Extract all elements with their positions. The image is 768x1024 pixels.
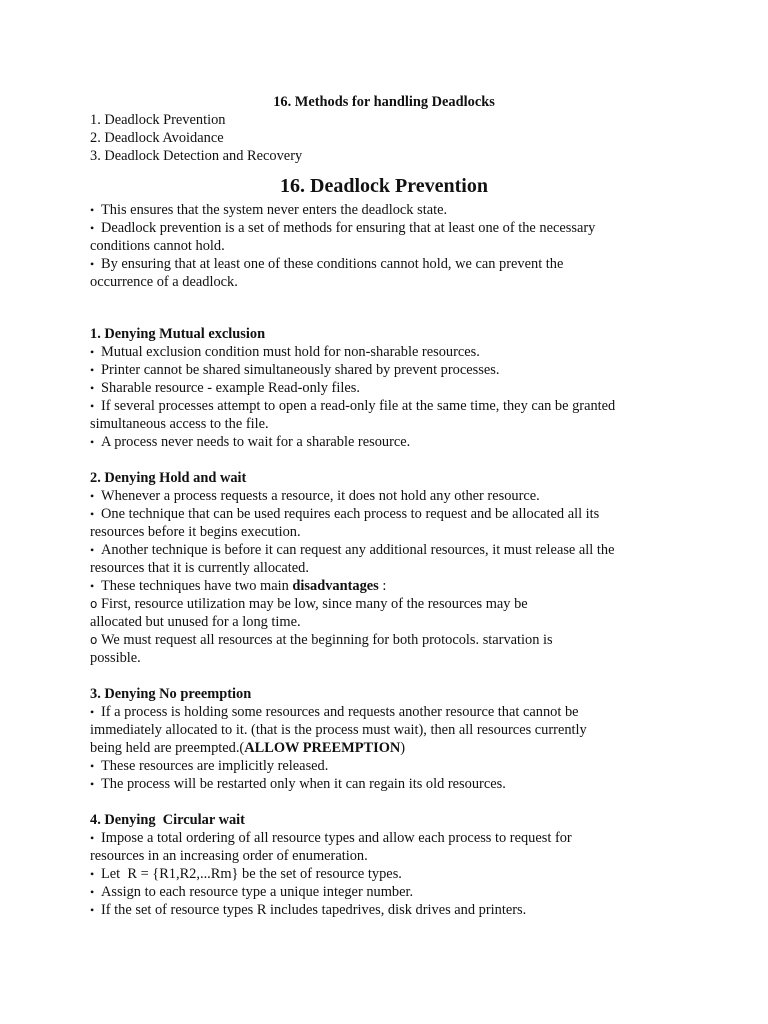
bullet-item: • Another technique is before it can request any additional resources, it must release all the [90, 542, 615, 558]
bullet-item: • Impose a total ordering of all resource types and allow each process to request for [90, 830, 572, 846]
bullet-item: • These resources are implicitly released. [90, 758, 329, 774]
text-line: resources before it begins execution. [90, 524, 301, 540]
circle-bullet-icon: o [90, 633, 98, 647]
bullet-item: • If the set of resource types R includes tapedrives, disk drives and printers. [90, 902, 527, 918]
subsection-heading: 2. Denying Hold and wait [90, 470, 247, 486]
bullet-icon: • [90, 489, 95, 503]
methods-item: 3. Deadlock Detection and Recovery [90, 148, 303, 164]
bullet-icon: • [90, 435, 95, 449]
text-line: immediately allocated to it. (that is the process must wait), then all resources currently [90, 722, 587, 738]
methods-item: 1. Deadlock Prevention [90, 112, 226, 128]
emphasis-text: disadvantages [292, 578, 379, 594]
section-title: 16. Deadlock Prevention [280, 175, 488, 197]
emphasis-text: ALLOW PREEMPTION [244, 740, 401, 756]
spacer [90, 291, 650, 325]
bullet-icon: • [90, 345, 95, 359]
text-line: resources in an increasing order of enumeration. [90, 848, 368, 864]
bullet-item: • The process will be restarted only when it can regain its old resources. [90, 776, 506, 792]
text-line: simultaneous access to the file. [90, 416, 269, 432]
bullet-item: • By ensuring that at least one of these conditions cannot hold, we can prevent the [90, 256, 564, 272]
bullet-icon: • [90, 363, 95, 377]
bullet-item: • Mutual exclusion condition must hold for non-sharable resources. [90, 344, 480, 360]
bullet-icon: • [90, 831, 95, 845]
spacer [90, 793, 650, 811]
methods-title: 16. Methods for handling Deadlocks [273, 94, 495, 110]
circle-bullet-icon: o [90, 597, 98, 611]
bullet-item: • Sharable resource - example Read-only files. [90, 380, 360, 396]
bullet-icon: • [90, 885, 95, 899]
bullet-icon: • [90, 399, 95, 413]
bullet-item: • Assign to each resource type a unique integer number. [90, 884, 414, 900]
text-line: allocated but unused for a long time. [90, 614, 301, 630]
bullet-item: • These techniques have two main disadvantages : [90, 578, 387, 594]
bullet-item: • Printer cannot be shared simultaneously shared by prevent processes. [90, 362, 500, 378]
document-page [90, 93, 650, 919]
circle-item: o We must request all resources at the beginning for both protocols. starvation is [90, 632, 553, 648]
bullet-item: • If several processes attempt to open a read-only file at the same time, they can be granted [90, 398, 616, 414]
bullet-item: • Let R = {R1,R2,...Rm} be the set of resource types. [90, 866, 402, 882]
bullet-item: • If a process is holding some resources and requests another resource that cannot be [90, 704, 579, 720]
methods-item: 2. Deadlock Avoidance [90, 130, 224, 146]
bullet-item: • Whenever a process requests a resource, it does not hold any other resource. [90, 488, 540, 504]
bullet-item: • This ensures that the system never enters the deadlock state. [90, 202, 448, 218]
bullet-icon: • [90, 203, 95, 217]
bullet-icon: • [90, 543, 95, 557]
bullet-icon: • [90, 221, 95, 235]
bullet-icon: • [90, 381, 95, 395]
text-line: being held are preempted.(ALLOW PREEMPTION) [90, 740, 406, 756]
bullet-item: • One technique that can be used requires each process to request and be allocated all its [90, 506, 600, 522]
bullet-icon: • [90, 257, 95, 271]
subsection-heading: 4. Denying Circular wait [90, 812, 245, 828]
bullet-item: • Deadlock prevention is a set of methods for ensuring that at least one of the necessary [90, 220, 596, 236]
circle-item: o First, resource utilization may be low, since many of the resources may be [90, 596, 528, 612]
text-line: possible. [90, 650, 141, 666]
bullet-icon: • [90, 579, 95, 593]
bullet-icon: • [90, 903, 95, 917]
bullet-icon: • [90, 759, 95, 773]
text-line: conditions cannot hold. [90, 238, 225, 254]
text-line: resources that it is currently allocated. [90, 560, 309, 576]
subsection-heading: 3. Denying No preemption [90, 686, 252, 702]
text-line: occurrence of a deadlock. [90, 274, 238, 290]
bullet-icon: • [90, 777, 95, 791]
subsection-heading: 1. Denying Mutual exclusion [90, 326, 266, 342]
spacer [90, 667, 650, 685]
bullet-icon: • [90, 507, 95, 521]
bullet-icon: • [90, 867, 95, 881]
spacer [90, 451, 650, 469]
bullet-icon: • [90, 705, 95, 719]
bullet-item: • A process never needs to wait for a sharable resource. [90, 434, 411, 450]
